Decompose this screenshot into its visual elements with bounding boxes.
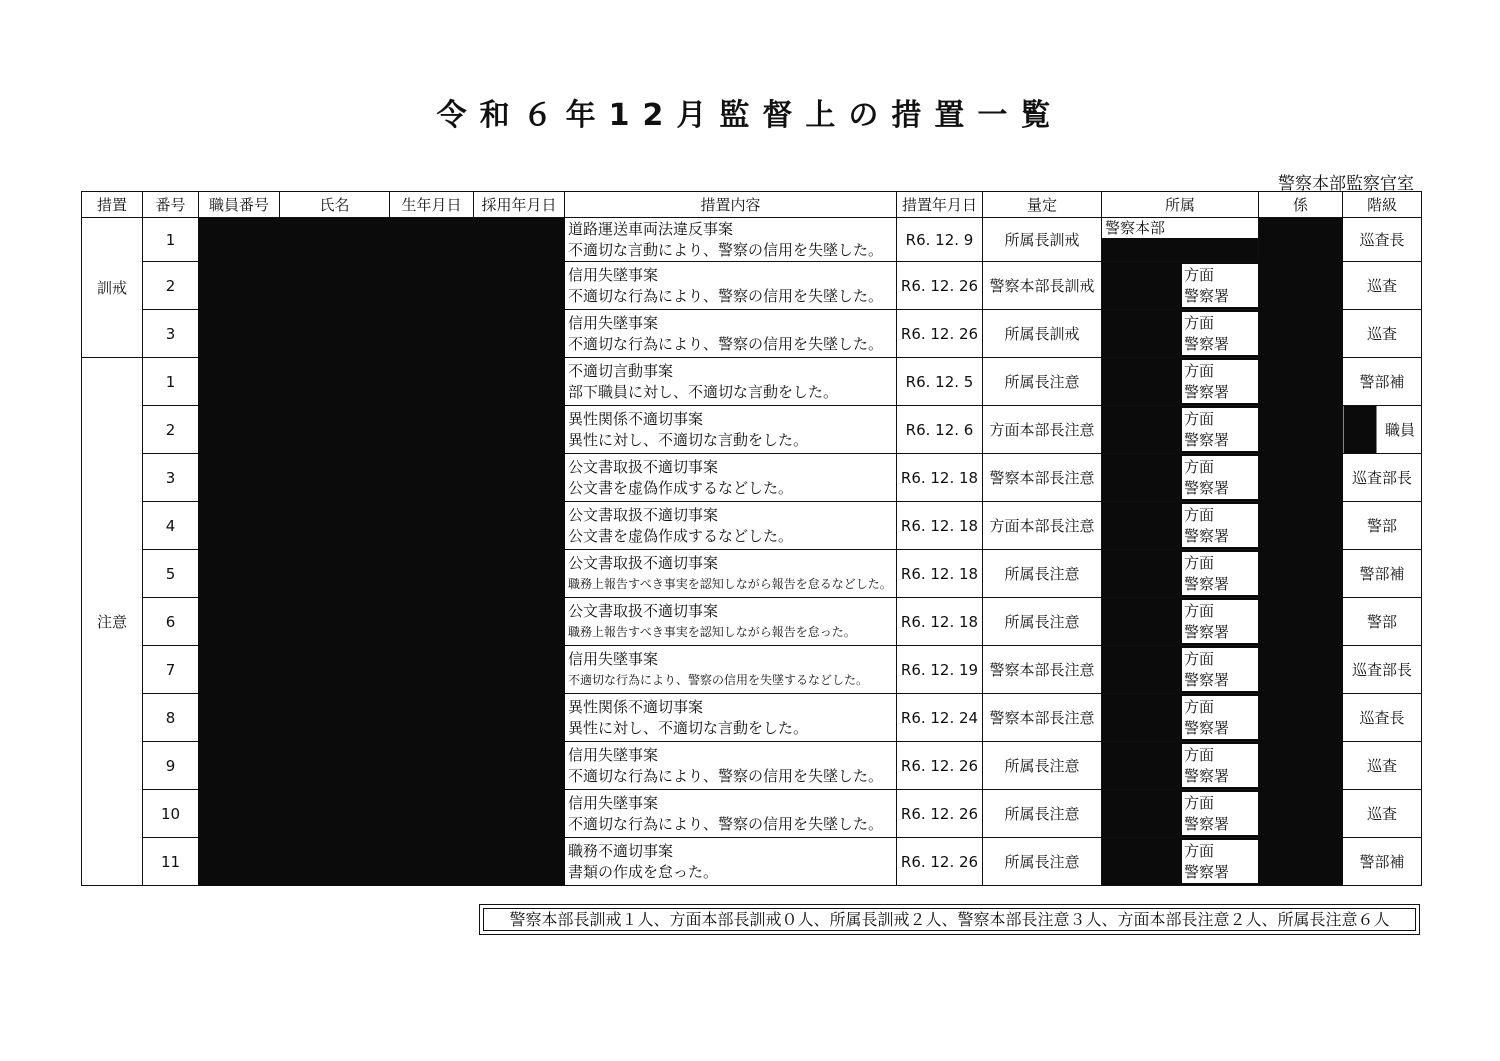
affiliation-station: 警察署 [1184, 575, 1230, 594]
measure-content [565, 790, 897, 838]
penalty: 所属長注意 [983, 790, 1102, 838]
affiliation-region: 方面 [1184, 601, 1215, 620]
rank-text: 巡査 [1366, 325, 1397, 343]
row-number: 7 [143, 646, 199, 694]
penalty: 所属長注意 [983, 358, 1102, 406]
affiliation-station: 警察署 [1184, 863, 1230, 882]
row-number: 8 [143, 694, 199, 742]
measure-content [565, 694, 897, 742]
affiliation-station: 警察署 [1184, 527, 1230, 546]
affiliation-region: 方面 [1184, 553, 1215, 572]
header-content: 措置内容 [565, 192, 897, 218]
affiliation [1102, 454, 1259, 502]
row-number: 6 [143, 598, 199, 646]
case-description: 不適切な行為により、警察の信用を失墜した。 [568, 334, 884, 353]
page-title: 令和６年12月監督上の措置一覧 [436, 98, 1064, 133]
affiliation-region: 方面 [1184, 313, 1215, 332]
penalty: 警察本部長訓戒 [983, 262, 1102, 310]
header-measure: 措置 [82, 192, 143, 218]
rank-text: 巡査部長 [1351, 661, 1412, 679]
affiliation-station: 警察署 [1184, 719, 1230, 738]
rank [1343, 262, 1422, 310]
case-type: 信用失墜事案 [568, 745, 659, 764]
case-type: 不適切言動事案 [568, 361, 674, 380]
case-type: 道路運送車両法違反事案 [568, 219, 734, 238]
measure-content [565, 742, 897, 790]
measure-content [565, 358, 897, 406]
affiliation-region: 方面 [1184, 793, 1215, 812]
penalty: 所属長訓戒 [983, 218, 1102, 262]
case-description: 不適切な行為により、警察の信用を失墜した。 [568, 286, 884, 305]
header-number: 番号 [143, 192, 199, 218]
affiliation-station: 警察署 [1184, 623, 1230, 642]
rank [1343, 406, 1422, 454]
summary-box [479, 904, 1420, 935]
measure-date: R6. 12. 5 [897, 358, 983, 406]
affiliation-region: 方面 [1184, 409, 1215, 428]
header-hire-date: 採用年月日 [474, 192, 565, 218]
affiliation-station: 警察署 [1184, 815, 1230, 834]
affiliation [1102, 406, 1259, 454]
case-description: 職務上報告すべき事実を認知しながら報告を怠った。 [568, 624, 856, 639]
penalty: 方面本部長注意 [983, 406, 1102, 454]
rank [1343, 694, 1422, 742]
measure-content [565, 838, 897, 886]
rank-text: 巡査長 [1359, 709, 1405, 727]
measures-table [81, 191, 1422, 886]
row-number: 2 [143, 262, 199, 310]
measure-content [565, 550, 897, 598]
rank [1343, 838, 1422, 886]
rank-text: 警部補 [1359, 853, 1405, 871]
row-number: 5 [143, 550, 199, 598]
case-type: 信用失墜事案 [568, 265, 659, 284]
affiliation-station: 警察署 [1184, 479, 1230, 498]
summary-text: 警察本部長訓戒１人、方面本部長訓戒０人、所属長訓戒２人、警察本部長注意３人、方面本部長注意２人、所属長注意６人 [483, 908, 1416, 931]
measure-date: R6. 12. 26 [897, 790, 983, 838]
case-type: 公文書取扱不適切事案 [568, 457, 719, 476]
affiliation [1102, 838, 1259, 886]
rank [1343, 646, 1422, 694]
case-description: 公文書を虚偽作成するなどした。 [568, 526, 794, 545]
penalty: 所属長訓戒 [983, 310, 1102, 358]
affiliation [1102, 310, 1259, 358]
affiliation-region: 方面 [1184, 457, 1215, 476]
affiliation [1102, 646, 1259, 694]
rank [1343, 502, 1422, 550]
affiliation-region: 方面 [1184, 649, 1215, 668]
measure-content [565, 310, 897, 358]
measure-date: R6. 12. 26 [897, 262, 983, 310]
measure-date: R6. 12. 19 [897, 646, 983, 694]
rank-text: 巡査 [1366, 277, 1397, 295]
rank [1343, 218, 1422, 262]
rank-text: 警部 [1366, 517, 1397, 535]
measure-content [565, 598, 897, 646]
affiliation-region: 方面 [1184, 841, 1215, 860]
table-header-row [82, 192, 1422, 218]
affiliation [1102, 502, 1259, 550]
affiliation-station: 警察署 [1184, 671, 1230, 690]
measure-date: R6. 12. 18 [897, 502, 983, 550]
rank [1343, 742, 1422, 790]
case-description: 異性に対し、不適切な言動をした。 [568, 430, 809, 449]
measure-content [565, 218, 897, 262]
affiliation-station: 警察署 [1184, 335, 1230, 354]
case-description: 不適切な行為により、警察の信用を失墜した。 [568, 814, 884, 833]
penalty: 警察本部長注意 [983, 454, 1102, 502]
measure-date: R6. 12. 6 [897, 406, 983, 454]
affiliation-station: 警察署 [1184, 383, 1230, 402]
rank-text: 警部 [1366, 613, 1397, 631]
case-type: 信用失墜事案 [568, 649, 659, 668]
affiliation [1102, 218, 1259, 262]
header-staff-id: 職員番号 [199, 192, 280, 218]
affiliation-region: 方面 [1184, 265, 1215, 284]
affiliation [1102, 550, 1259, 598]
case-description: 異性に対し、不適切な言動をした。 [568, 718, 809, 737]
penalty: 所属長注意 [983, 742, 1102, 790]
affiliation-region: 方面 [1184, 505, 1215, 524]
measure-date: R6. 12. 18 [897, 550, 983, 598]
measure-content [565, 454, 897, 502]
row-number: 9 [143, 742, 199, 790]
affiliation [1102, 742, 1259, 790]
case-type: 公文書取扱不適切事案 [568, 505, 719, 524]
penalty: 所属長注意 [983, 550, 1102, 598]
header-birthdate: 生年月日 [390, 192, 474, 218]
affiliation [1102, 262, 1259, 310]
header-rank: 階級 [1343, 192, 1422, 218]
affiliation [1102, 358, 1259, 406]
rank-text: 警部補 [1359, 565, 1405, 583]
case-description: 公文書を虚偽作成するなどした。 [568, 478, 794, 497]
rank-text: 警部補 [1359, 373, 1405, 391]
penalty: 警察本部長注意 [983, 646, 1102, 694]
measure-content [565, 262, 897, 310]
case-type: 信用失墜事案 [568, 313, 659, 332]
group-label-caution: 注意 [82, 358, 143, 886]
issuing-office: 警察本部監察官室 [1278, 174, 1414, 194]
affiliation-station: 警察署 [1184, 767, 1230, 786]
header-name: 氏名 [280, 192, 390, 218]
rank [1343, 358, 1422, 406]
case-type: 異性関係不適切事案 [568, 697, 704, 716]
redacted-personal-info [199, 218, 565, 886]
row-number: 2 [143, 406, 199, 454]
affiliation-region: 方面 [1184, 697, 1215, 716]
header-affiliation: 所属 [1102, 192, 1259, 218]
penalty: 警察本部長注意 [983, 694, 1102, 742]
measure-content [565, 502, 897, 550]
rank-text: 巡査部長 [1351, 469, 1412, 487]
case-description: 部下職員に対し、不適切な言動をした。 [568, 382, 839, 401]
rank [1343, 598, 1422, 646]
measure-content [565, 406, 897, 454]
measure-date: R6. 12. 9 [897, 218, 983, 262]
measure-date: R6. 12. 24 [897, 694, 983, 742]
measure-date: R6. 12. 18 [897, 454, 983, 502]
case-type: 信用失墜事案 [568, 793, 659, 812]
measure-date: R6. 12. 26 [897, 742, 983, 790]
rank-text: 巡査長 [1359, 231, 1405, 249]
rank [1343, 790, 1422, 838]
row-number: 4 [143, 502, 199, 550]
case-type: 公文書取扱不適切事案 [568, 553, 719, 572]
row-number: 10 [143, 790, 199, 838]
case-type: 異性関係不適切事案 [568, 409, 704, 428]
measure-date: R6. 12. 26 [897, 310, 983, 358]
penalty: 所属長注意 [983, 598, 1102, 646]
penalty: 方面本部長注意 [983, 502, 1102, 550]
measure-date: R6. 12. 18 [897, 598, 983, 646]
header-section: 係 [1259, 192, 1343, 218]
rank [1343, 550, 1422, 598]
case-description: 書類の作成を怠った。 [568, 862, 719, 881]
row-number: 3 [143, 310, 199, 358]
group-label-reprimand: 訓戒 [82, 218, 143, 358]
row-number: 3 [143, 454, 199, 502]
header-measure-date: 措置年月日 [897, 192, 983, 218]
case-type: 職務不適切事案 [568, 841, 674, 860]
row-number: 11 [143, 838, 199, 886]
rank-text: 職員 [1384, 421, 1415, 439]
measure-content [565, 646, 897, 694]
row-number: 1 [143, 218, 199, 262]
affiliation-hq: 警察本部 [1102, 218, 1258, 238]
case-description: 不適切な行為により、警察の信用を失墜するなどした。 [568, 672, 869, 687]
rank-text: 巡査 [1366, 805, 1397, 823]
measure-date: R6. 12. 26 [897, 838, 983, 886]
table-row [82, 218, 1422, 262]
rank [1343, 454, 1422, 502]
case-description: 不適切な言動により、警察の信用を失墜した。 [568, 240, 884, 259]
affiliation-region: 方面 [1184, 745, 1215, 764]
redacted-section [1259, 218, 1343, 886]
case-description: 職務上報告すべき事実を認知しながら報告を怠るなどした。 [568, 576, 892, 591]
affiliation-region: 方面 [1184, 361, 1215, 380]
affiliation-station: 警察署 [1184, 287, 1230, 306]
affiliation [1102, 790, 1259, 838]
rank-text: 巡査 [1366, 757, 1397, 775]
case-description: 不適切な行為により、警察の信用を失墜した。 [568, 766, 884, 785]
affiliation [1102, 694, 1259, 742]
case-type: 公文書取扱不適切事案 [568, 601, 719, 620]
affiliation [1102, 598, 1259, 646]
affiliation-station: 警察署 [1184, 431, 1230, 450]
penalty: 所属長注意 [983, 838, 1102, 886]
rank [1343, 310, 1422, 358]
row-number: 1 [143, 358, 199, 406]
header-penalty: 量定 [983, 192, 1102, 218]
